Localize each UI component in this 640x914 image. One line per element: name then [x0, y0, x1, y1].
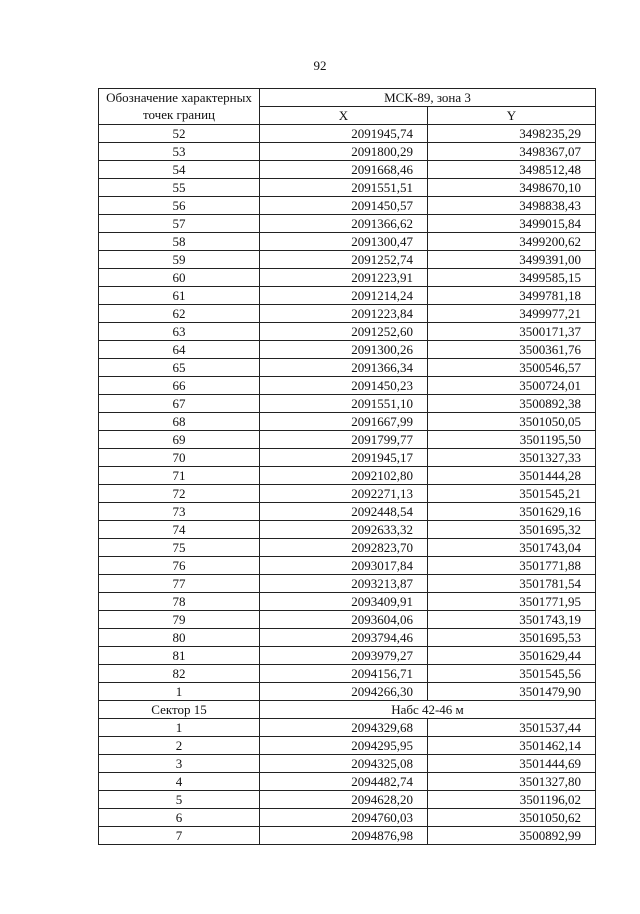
y-coordinate: 3501545,21: [428, 485, 596, 503]
x-coordinate: 2091668,46: [260, 161, 428, 179]
y-coordinate: 3500171,37: [428, 323, 596, 341]
table-row: [99, 683, 596, 701]
y-coordinate: 3501781,54: [428, 575, 596, 593]
x-coordinate: 2091450,57: [260, 197, 428, 215]
x-coordinate: 2091945,17: [260, 449, 428, 467]
point-number: 53: [99, 143, 260, 161]
point-number: 58: [99, 233, 260, 251]
table-row: [99, 449, 596, 467]
x-coordinate: 2094876,98: [260, 827, 428, 845]
y-coordinate: 3499391,00: [428, 251, 596, 269]
point-number: 57: [99, 215, 260, 233]
x-coordinate: 2093979,27: [260, 647, 428, 665]
point-number: 67: [99, 395, 260, 413]
table-row: [99, 539, 596, 557]
x-coordinate: 2094628,20: [260, 791, 428, 809]
x-coordinate: 2091252,60: [260, 323, 428, 341]
sector-row: [99, 701, 596, 719]
table-row: [99, 737, 596, 755]
point-number: 64: [99, 341, 260, 359]
point-number: 81: [99, 647, 260, 665]
y-coordinate: 3498670,10: [428, 179, 596, 197]
table-row: [99, 773, 596, 791]
y-coordinate: 3499200,62: [428, 233, 596, 251]
point-number: 60: [99, 269, 260, 287]
y-coordinate: 3498838,43: [428, 197, 596, 215]
point-number: 54: [99, 161, 260, 179]
table-row: [99, 143, 596, 161]
y-coordinate: 3501771,88: [428, 557, 596, 575]
x-coordinate: 2091667,99: [260, 413, 428, 431]
x-coordinate: 2091300,26: [260, 341, 428, 359]
point-number: 1: [99, 719, 260, 737]
table-row: [99, 359, 596, 377]
table-row: [99, 179, 596, 197]
x-coordinate: 2094325,08: [260, 755, 428, 773]
table-row: [99, 197, 596, 215]
point-number: 72: [99, 485, 260, 503]
point-number: 59: [99, 251, 260, 269]
x-coordinate: 2091945,74: [260, 125, 428, 143]
point-number: 62: [99, 305, 260, 323]
point-number: 56: [99, 197, 260, 215]
x-coordinate: 2091799,77: [260, 431, 428, 449]
table-row: [99, 215, 596, 233]
point-number: 3: [99, 755, 260, 773]
point-number: 77: [99, 575, 260, 593]
x-coordinate: 2091223,84: [260, 305, 428, 323]
point-number: 79: [99, 611, 260, 629]
table-row: [99, 593, 596, 611]
table-header-row: [99, 89, 596, 107]
point-number: 78: [99, 593, 260, 611]
point-number: 61: [99, 287, 260, 305]
y-coordinate: 3501629,44: [428, 647, 596, 665]
table-row: [99, 503, 596, 521]
y-coordinate: 3501629,16: [428, 503, 596, 521]
y-coordinate: 3501050,05: [428, 413, 596, 431]
table-row: [99, 269, 596, 287]
point-number: 2: [99, 737, 260, 755]
point-number: 74: [99, 521, 260, 539]
y-coordinate: 3501327,80: [428, 773, 596, 791]
table-row: [99, 827, 596, 845]
y-coordinate: 3499781,18: [428, 287, 596, 305]
table-row: [99, 413, 596, 431]
point-number: 69: [99, 431, 260, 449]
table-row: [99, 755, 596, 773]
table-row: [99, 287, 596, 305]
x-coordinate: 2091551,10: [260, 395, 428, 413]
table-row: [99, 575, 596, 593]
point-number: 65: [99, 359, 260, 377]
y-coordinate: 3501462,14: [428, 737, 596, 755]
y-coordinate: 3500724,01: [428, 377, 596, 395]
x-coordinate: 2094295,95: [260, 737, 428, 755]
y-coordinate: 3501771,95: [428, 593, 596, 611]
header-coordinate-system: МСК-89, зона 3: [260, 89, 596, 107]
x-coordinate: 2091300,47: [260, 233, 428, 251]
coordinates-table: [98, 88, 596, 845]
point-number: 70: [99, 449, 260, 467]
sector-info: Набс 42-46 м: [260, 701, 596, 719]
point-number: 73: [99, 503, 260, 521]
y-coordinate: 3498512,48: [428, 161, 596, 179]
y-coordinate: 3501444,69: [428, 755, 596, 773]
table-row: [99, 719, 596, 737]
x-coordinate: 2091366,34: [260, 359, 428, 377]
y-coordinate: 3501743,04: [428, 539, 596, 557]
x-coordinate: 2092633,32: [260, 521, 428, 539]
x-coordinate: 2094329,68: [260, 719, 428, 737]
x-coordinate: 2093604,06: [260, 611, 428, 629]
y-coordinate: 3500892,38: [428, 395, 596, 413]
table-row: [99, 467, 596, 485]
table-row: [99, 521, 596, 539]
point-number: 52: [99, 125, 260, 143]
y-coordinate: 3498235,29: [428, 125, 596, 143]
point-number: 7: [99, 827, 260, 845]
table-row: [99, 611, 596, 629]
point-number: 6: [99, 809, 260, 827]
x-coordinate: 2093794,46: [260, 629, 428, 647]
x-coordinate: 2091214,24: [260, 287, 428, 305]
point-number: 66: [99, 377, 260, 395]
y-coordinate: 3501196,02: [428, 791, 596, 809]
point-number: 82: [99, 665, 260, 683]
table-row: [99, 377, 596, 395]
x-coordinate: 2092823,70: [260, 539, 428, 557]
table-row: [99, 557, 596, 575]
y-coordinate: 3501545,56: [428, 665, 596, 683]
y-coordinate: 3501327,33: [428, 449, 596, 467]
x-coordinate: 2091450,23: [260, 377, 428, 395]
x-coordinate: 2091366,62: [260, 215, 428, 233]
y-coordinate: 3499015,84: [428, 215, 596, 233]
header-x: X: [260, 107, 428, 125]
point-number: 5: [99, 791, 260, 809]
y-coordinate: 3501695,32: [428, 521, 596, 539]
y-coordinate: 3501479,90: [428, 683, 596, 701]
table-row: [99, 431, 596, 449]
point-number: 80: [99, 629, 260, 647]
x-coordinate: 2092102,80: [260, 467, 428, 485]
table-row: [99, 125, 596, 143]
table-row: [99, 251, 596, 269]
x-coordinate: 2091252,74: [260, 251, 428, 269]
x-coordinate: 2094482,74: [260, 773, 428, 791]
y-coordinate: 3500546,57: [428, 359, 596, 377]
table-row: [99, 629, 596, 647]
point-number: 55: [99, 179, 260, 197]
x-coordinate: 2091551,51: [260, 179, 428, 197]
y-coordinate: 3501444,28: [428, 467, 596, 485]
y-coordinate: 3501050,62: [428, 809, 596, 827]
x-coordinate: 2091800,29: [260, 143, 428, 161]
header-point-designation: Обозначение характерных точек границ: [99, 89, 260, 125]
x-coordinate: 2092271,13: [260, 485, 428, 503]
y-coordinate: 3500892,99: [428, 827, 596, 845]
y-coordinate: 3499585,15: [428, 269, 596, 287]
table-row: [99, 395, 596, 413]
y-coordinate: 3501695,53: [428, 629, 596, 647]
table-row: [99, 233, 596, 251]
x-coordinate: 2091223,91: [260, 269, 428, 287]
x-coordinate: 2093017,84: [260, 557, 428, 575]
y-coordinate: 3501537,44: [428, 719, 596, 737]
x-coordinate: 2093409,91: [260, 593, 428, 611]
y-coordinate: 3501195,50: [428, 431, 596, 449]
table-row: [99, 323, 596, 341]
table-row: [99, 647, 596, 665]
point-number: 71: [99, 467, 260, 485]
table-row: [99, 485, 596, 503]
y-coordinate: 3501743,19: [428, 611, 596, 629]
x-coordinate: 2094760,03: [260, 809, 428, 827]
table-row: [99, 305, 596, 323]
table-row: [99, 161, 596, 179]
table-row: [99, 791, 596, 809]
table-row: [99, 665, 596, 683]
x-coordinate: 2093213,87: [260, 575, 428, 593]
x-coordinate: 2094266,30: [260, 683, 428, 701]
point-number: 76: [99, 557, 260, 575]
point-number: 4: [99, 773, 260, 791]
table-row: [99, 341, 596, 359]
point-number: 63: [99, 323, 260, 341]
table-row: [99, 809, 596, 827]
x-coordinate: 2094156,71: [260, 665, 428, 683]
page-number: 92: [313, 58, 327, 73]
y-coordinate: 3498367,07: [428, 143, 596, 161]
header-y: Y: [428, 107, 596, 125]
point-number: 75: [99, 539, 260, 557]
point-number: 1: [99, 683, 260, 701]
sector-name: Сектор 15: [99, 701, 260, 719]
y-coordinate: 3499977,21: [428, 305, 596, 323]
x-coordinate: 2092448,54: [260, 503, 428, 521]
y-coordinate: 3500361,76: [428, 341, 596, 359]
point-number: 68: [99, 413, 260, 431]
